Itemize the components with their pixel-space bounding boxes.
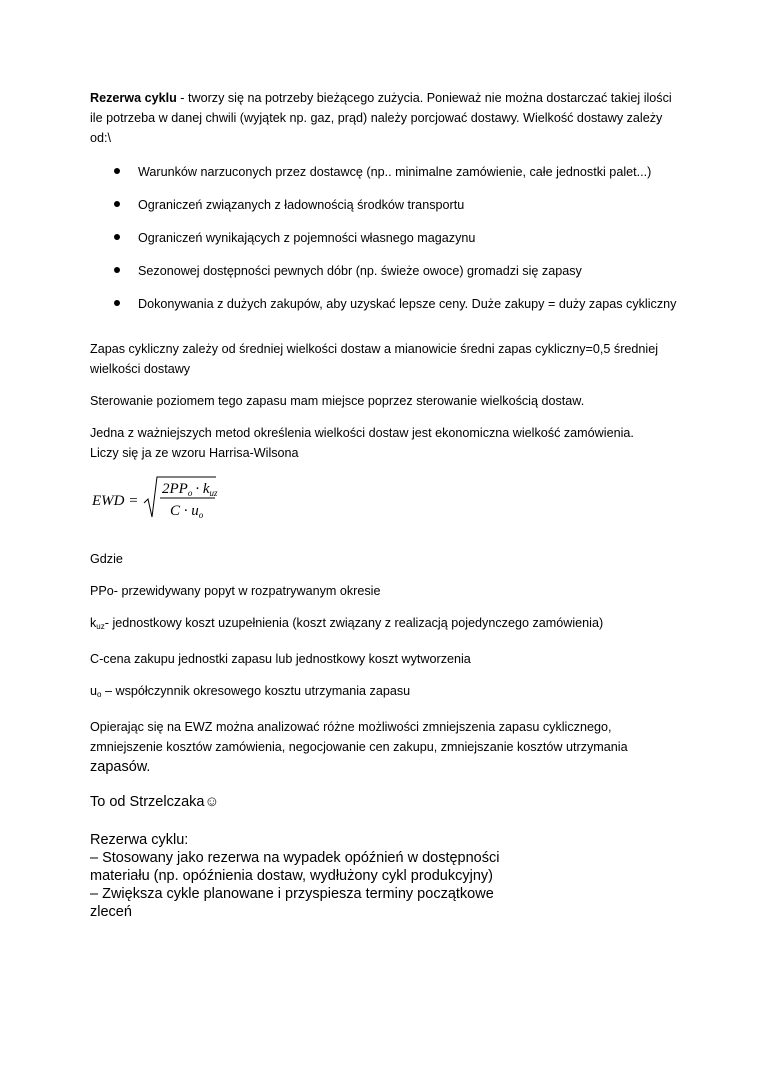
note-to-od: To od Strzelczaka☺ (90, 794, 220, 810)
document-page (90, 88, 680, 921)
formula-numerator: $2PP_o \cdot k_{uz}$ (162, 481, 218, 498)
list-item: Warunków narzuconych przez dostawcę (np.. minimalne zamówienie, całe jednostki palet...) (90, 162, 680, 195)
intro-paragraph (90, 88, 680, 148)
extra-line: – Zwiększa cykle planowane i przyspiesza terminy początkowe (90, 886, 494, 902)
intro-text: - tworzy się na potrzeby bieżącego zużycia. Ponieważ nie można dostarczać takiej ilości ile potrzeba w danej chwili (wyjątek np. gaz, prąd) należy porcjować dostawy. Wielkość dostawy zależy od:\ (90, 91, 672, 145)
bullet-list (90, 162, 680, 327)
bullet-icon (114, 234, 120, 240)
bullet-icon (114, 168, 120, 174)
list-item: Sezonowej dostępności pewnych dóbr (np. świeże owoce) gromadzi się zapasy (90, 261, 680, 294)
def-uo: $u_o$ – współczynnik okresowego kosztu utrzymania zapasu (90, 684, 411, 699)
formula-denominator: $C \cdot u_o$ (170, 503, 204, 520)
paragraph-control: Sterowanie poziomem tego zapasu mam miejsce poprzez sterowanie wielkością dostaw. (90, 394, 585, 408)
paragraph-ewz: Jedna z ważniejszych metod określenia wielkości dostaw jest ekonomiczna wielkość zamówienia. Liczy się ja ze wzoru Harrisa-Wilsona (90, 426, 634, 460)
list-item: Ograniczeń wynikających z pojemności własnego magazynu (90, 228, 680, 261)
closing-paragraph: Opierając się na EWZ można analizować różne możliwości zmniejszenia zapasu cyklicznego, zmniejszenie kosztów zamówienia, negocjowanie cen zakupu, zmniejszanie kosztów utrzymania zapasów. (90, 720, 628, 775)
bullet-icon (114, 201, 120, 207)
list-item: Ograniczeń związanych z ładownością środków transportu (90, 195, 680, 228)
paragraph-cycle-stock: Zapas cykliczny zależy od średniej wielkości dostaw a mianowicie średni zapas cykliczny=0,5 średniej wielkości dostawy (90, 342, 659, 376)
extra-line: – Stosowany jako rezerwa na wypadek opóźnień w dostępności (90, 850, 500, 866)
def-kuz: $k_{uz}-$ jednostkowy koszt uzupełnienia (koszt związany z realizacją pojedynczego zamówienia) (90, 616, 604, 631)
list-item: Dokonywania z dużych zakupów, aby uzyskać lepsze ceny. Duże zakupy = duży zapas cykliczny (90, 294, 680, 327)
bullet-icon (114, 267, 120, 273)
extra-notes (90, 831, 680, 921)
formula-lhs: EWD = (92, 493, 139, 509)
extra-line: Rezerwa cyklu: (90, 832, 189, 848)
formula-svg (90, 469, 330, 529)
def-ppo: PPo- przewidywany popyt w rozpatrywanym okresie (90, 584, 381, 598)
def-c: C-cena zakupu jednostki zapasu lub jednostkowy koszt wytworzenia (90, 652, 471, 666)
extra-line: materiału (np. opóźnienia dostaw, wydłużony cykl produkcyjny) (90, 868, 493, 884)
gdzie-label: Gdzie (90, 552, 123, 566)
intro-term: Rezerwa cyklu (90, 91, 177, 105)
bullet-icon (114, 300, 120, 306)
extra-line: zleceń (90, 904, 132, 920)
ewd-formula (90, 469, 680, 529)
